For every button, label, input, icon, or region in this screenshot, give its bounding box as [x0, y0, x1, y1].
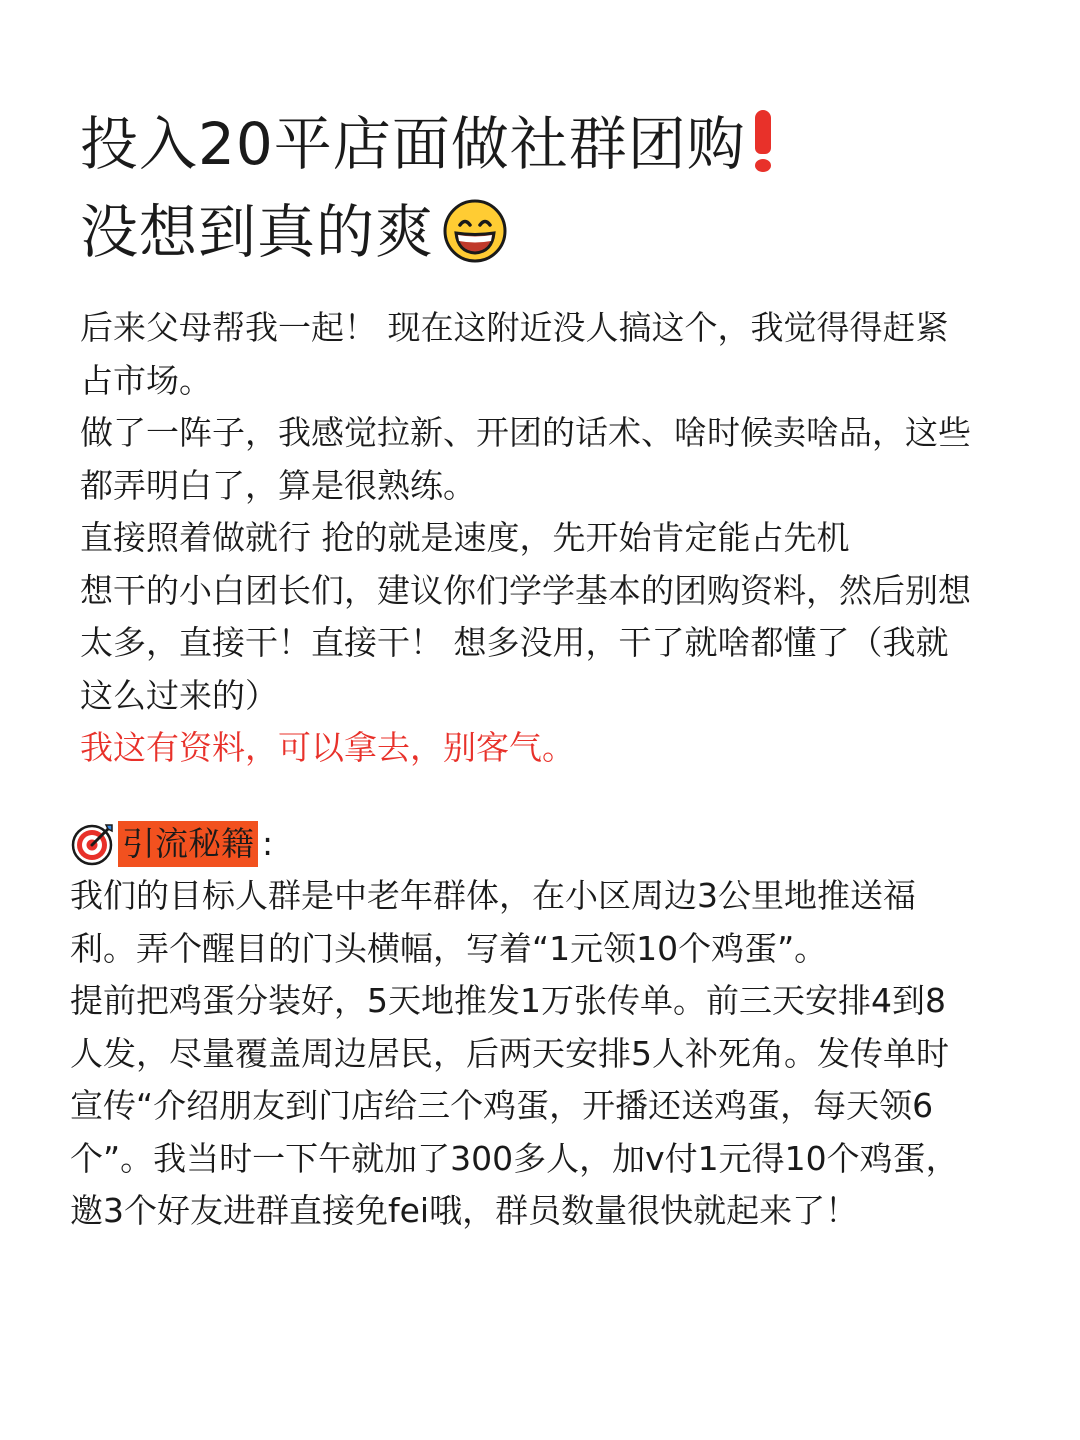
- intro-paragraph: 后来父母帮我一起！ 现在这附近没人搞这个，我觉得得赶紧占市场。: [80, 308, 949, 400]
- section-heading-colon: :: [262, 823, 274, 863]
- title-line-1-text: 投入20平店面做社群团购: [80, 110, 746, 178]
- section-heading: [70, 818, 970, 870]
- title-line-2-text: 没想到真的爽: [80, 198, 435, 266]
- title-line-1: [80, 100, 1000, 188]
- resource-offer-line: 我这有资料，可以拿去，别客气。: [80, 728, 575, 767]
- intro-paragraph: 想干的小白团长们，建议你们学学基本的团购资料，然后别想太多，直接干！直接干！ 想多没用，干了就啥都懂了（我就这么过来的）: [80, 570, 971, 715]
- target-icon: [70, 821, 116, 867]
- page-title: [80, 100, 1000, 276]
- section-paragraph: 我们的目标人群是中老年群体，在小区周边3公里地推送福利。弄个醒目的门头横幅，写着“1元领10个鸡蛋”。: [70, 876, 916, 968]
- red-exclamation-icon: [752, 110, 774, 172]
- intro-text: [80, 302, 980, 775]
- section-heading-label: 引流秘籍: [118, 821, 258, 867]
- traffic-section: [70, 818, 970, 1238]
- section-paragraph: 提前把鸡蛋分装好，5天地推发1万张传单。前三天安排4到8人发，尽量覆盖周边居民，后两天安排5人补死角。发传单时宣传“介绍朋友到门店给三个鸡蛋，开播还送鸡蛋，每天领6个”。我当时一下午就加了300多人，加v付1元得10个鸡蛋，邀3个好友进群直接免fei哦，群员数量很快就起来了！: [70, 981, 959, 1230]
- grinning-face-icon: [442, 198, 508, 264]
- intro-paragraph: 直接照着做就行 抢的就是速度，先开始肯定能占先机: [80, 518, 850, 557]
- intro-paragraph: 做了一阵子，我感觉拉新、开团的话术、啥时候卖啥品，这些都弄明白了，算是很熟练。: [80, 413, 971, 505]
- title-line-2: [80, 188, 1000, 276]
